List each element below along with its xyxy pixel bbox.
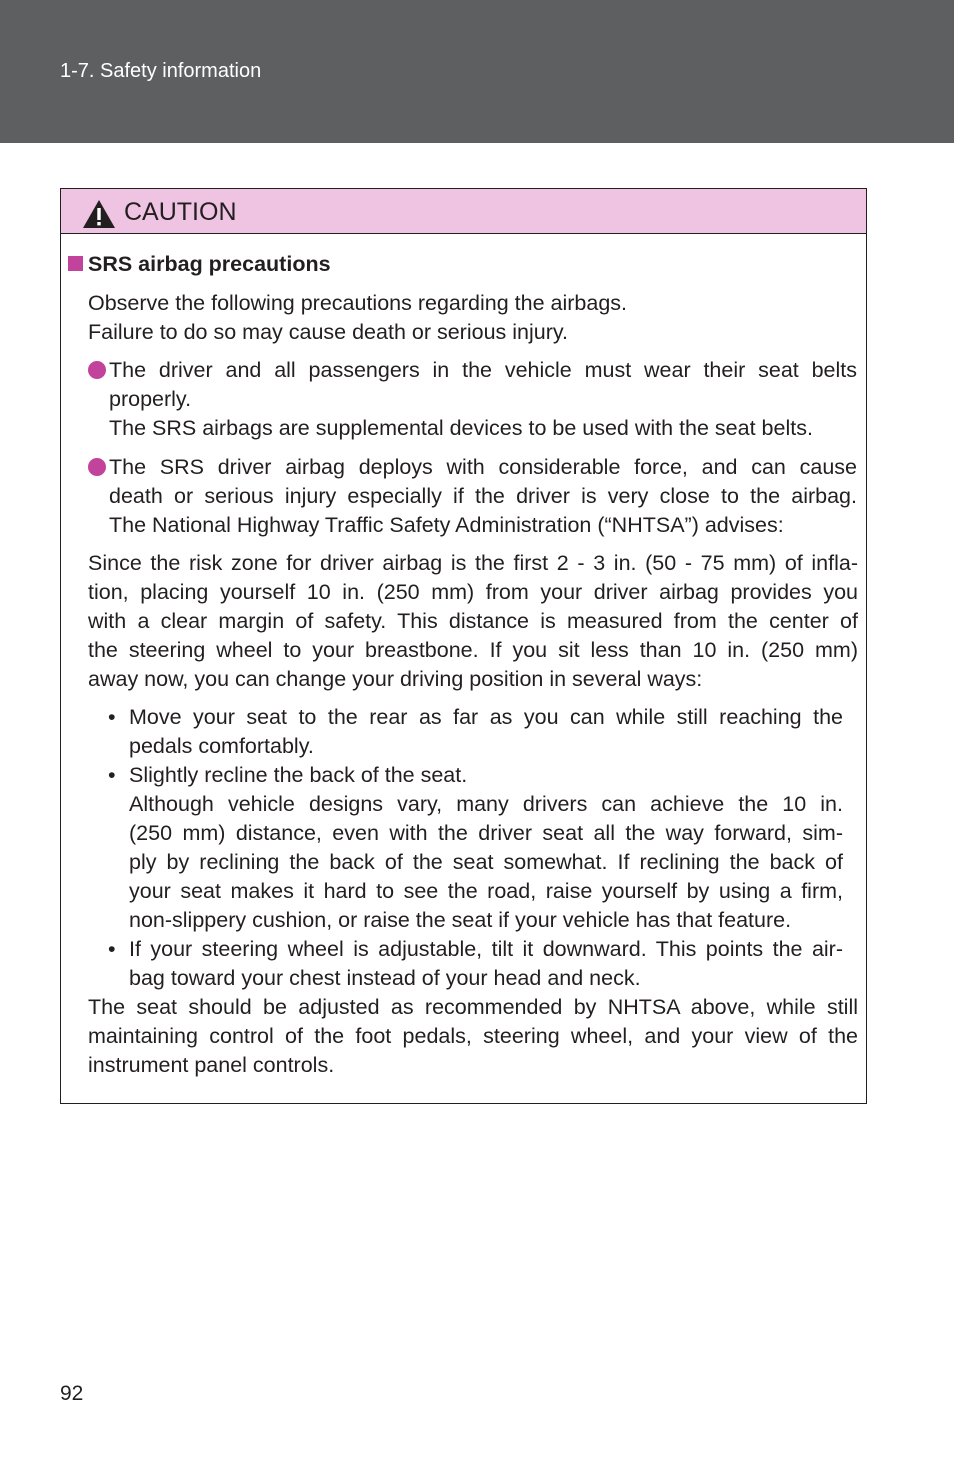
text-line: instrument panel controls. xyxy=(88,1053,335,1077)
sub-bullet-text xyxy=(129,761,843,935)
bullet-text xyxy=(109,453,857,540)
caution-box xyxy=(60,188,867,1104)
risk-zone-paragraph xyxy=(88,549,858,694)
text-line: tion, placing yourself 10 in. (250 mm) from your driver airbag provides you xyxy=(88,580,858,604)
section-heading xyxy=(68,250,331,279)
warning-triangle-icon xyxy=(82,199,116,229)
circle-bullet-icon xyxy=(88,361,106,379)
circle-bullet-icon xyxy=(88,458,106,476)
text-line: ply by reclining the back of the seat somewhat. If reclining the back of xyxy=(129,850,843,874)
page-number: 92 xyxy=(60,1382,84,1405)
dot-bullet: • xyxy=(108,705,116,729)
text-line: Failure to do so may cause death or serious injury. xyxy=(88,320,569,344)
text-line: The SRS airbags are supplemental devices to be used with the seat belts. xyxy=(109,416,813,440)
text-line: your seat makes it hard to see the road, raise yourself by using a firm, xyxy=(129,879,843,903)
square-bullet-icon xyxy=(68,256,83,271)
header-band xyxy=(0,0,954,143)
dot-bullet: • xyxy=(108,937,116,961)
text-line: The seat should be adjusted as recommended by NHTSA above, while still xyxy=(88,995,858,1019)
text-line: death or serious injury especially if the driver is very close to the airbag. xyxy=(109,484,857,508)
text-line: pedals comfortably. xyxy=(129,734,314,758)
text-line: (250 mm) distance, even with the driver seat all the way forward, sim- xyxy=(129,821,843,845)
text-line: non-slippery cushion, or raise the seat if your vehicle has that feature. xyxy=(129,908,792,932)
dot-bullet: • xyxy=(108,763,116,787)
text-line: The SRS driver airbag deploys with considerable force, and can cause xyxy=(109,455,857,479)
section-label: 1-7. Safety information xyxy=(60,60,262,82)
heading-text: SRS airbag precautions xyxy=(88,252,331,276)
text-line: If your steering wheel is adjustable, tilt it downward. This points the air- xyxy=(129,937,843,961)
text-line: the steering wheel to your breastbone. If you sit less than 10 in. (250 mm) xyxy=(88,638,858,662)
text-line: maintaining control of the foot pedals, steering wheel, and your view of the xyxy=(88,1024,858,1048)
text-line: Although vehicle designs vary, many drivers can achieve the 10 in. xyxy=(129,792,843,816)
text-line: The National Highway Traffic Safety Administration (“NHTSA”) advises: xyxy=(109,513,784,537)
text-line: away now, you can change your driving position in several ways: xyxy=(88,667,703,691)
caution-header xyxy=(61,189,866,234)
sub-bullet-text xyxy=(129,935,843,993)
text-line: Since the risk zone for driver airbag is the first 2 - 3 in. (50 - 75 mm) of infla- xyxy=(88,551,858,575)
closing-paragraph xyxy=(88,993,858,1080)
text-line: bag toward your chest instead of your head and neck. xyxy=(129,966,641,990)
text-line: Observe the following precautions regarding the airbags. xyxy=(88,291,628,315)
text-line: Move your seat to the rear as far as you can while still reaching the xyxy=(129,705,843,729)
caution-title: CAUTION xyxy=(124,198,237,226)
text-line: properly. xyxy=(109,387,192,411)
text-line: with a clear margin of safety. This distance is measured from the center of xyxy=(88,609,858,633)
text-line: Slightly recline the back of the seat. xyxy=(129,763,468,787)
bullet-text xyxy=(109,356,857,443)
sub-bullet-text xyxy=(129,703,843,761)
intro-text xyxy=(88,289,858,347)
text-line: The driver and all passengers in the vehicle must wear their seat belts xyxy=(109,358,857,382)
